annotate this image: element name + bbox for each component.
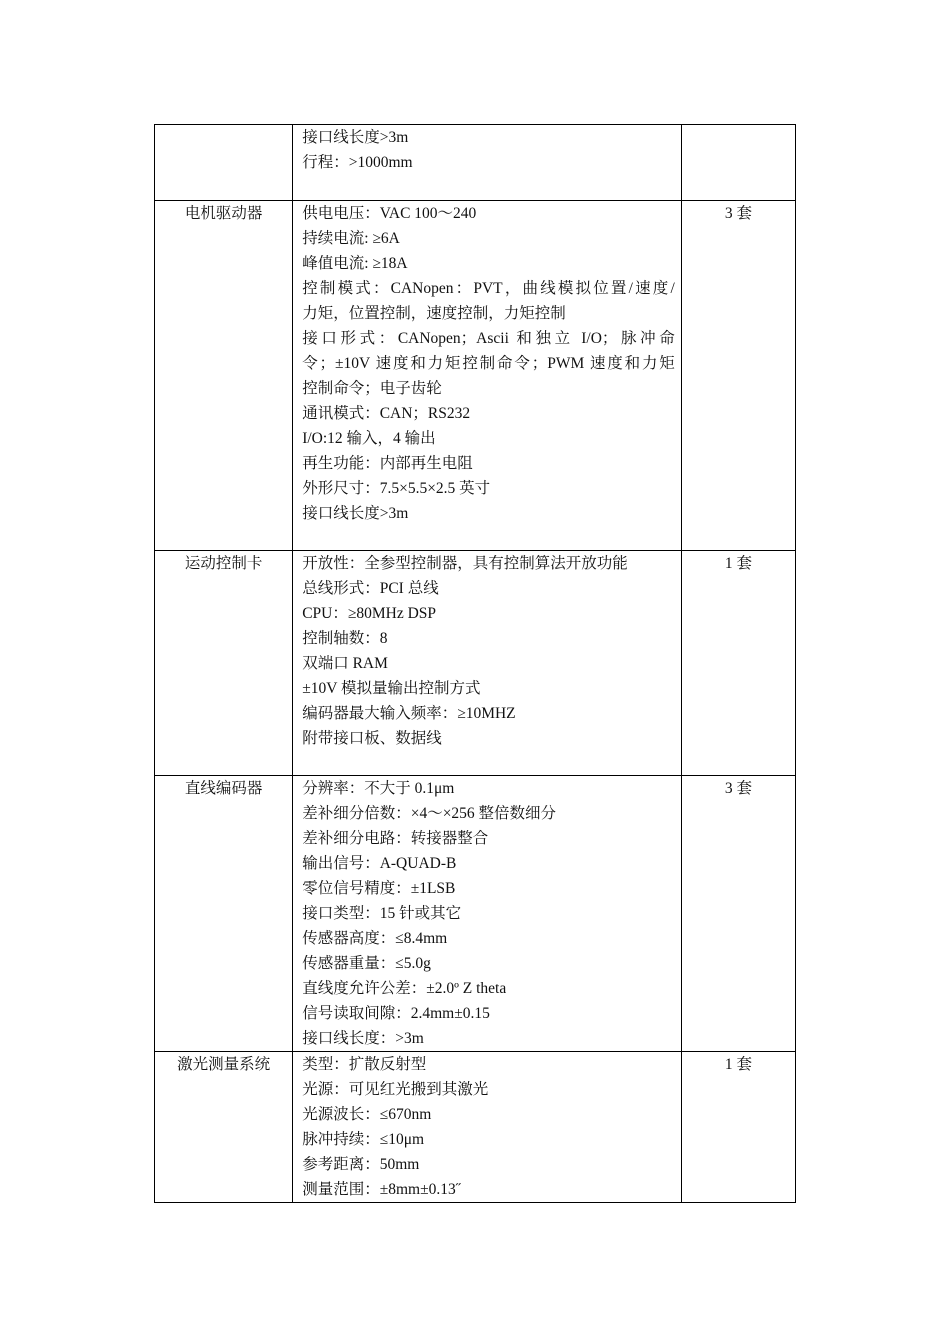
- spec-line: 直线度允许公差：±2.0º Z theta: [302, 980, 507, 997]
- spec-line: 控制命令；电子齿轮: [302, 380, 442, 397]
- spec-line: 双端口 RAM: [302, 655, 388, 672]
- spec-cell: [293, 1052, 682, 1203]
- quantity-cell: [681, 125, 795, 201]
- spec-line: CPU：≥80MHz DSP: [302, 605, 437, 622]
- spec-line: 差补细分电路：转接器整合: [302, 830, 489, 847]
- spec-table: [154, 124, 796, 1203]
- spec-line: 再生功能：内部再生电阻: [302, 455, 473, 472]
- spec-line: 接口形式：CANopen；Ascii 和独立 I/O；脉冲命: [302, 330, 675, 347]
- spec-line: 持续电流: ≥6A: [302, 230, 400, 247]
- item-name-cell: [155, 551, 293, 776]
- spec-cell: [293, 125, 682, 201]
- item-name-cell: [155, 1052, 293, 1203]
- spec-line: 力矩，位置控制，速度控制，力矩控制: [302, 305, 566, 322]
- spec-line: I/O:12 输入，4 输出: [302, 430, 436, 447]
- spec-line: 光源：可见红光搬到其激光: [302, 1081, 489, 1098]
- quantity-cell: [681, 201, 795, 551]
- spec-line: 测量范围：±8mm±0.13˝: [302, 1181, 461, 1198]
- item-name-cell: [155, 125, 293, 201]
- item-name: 电机驱动器: [184, 205, 263, 222]
- item-name-cell: [155, 776, 293, 1052]
- item-name-cell: [155, 201, 293, 551]
- table-row: [155, 551, 796, 776]
- spec-line: 类型：扩散反射型: [302, 1056, 427, 1073]
- spec-line: 控制轴数：8: [302, 630, 388, 647]
- spec-line: 接口线长度：>3m: [302, 1030, 424, 1047]
- spec-line: 传感器重量：≤5.0g: [302, 955, 431, 972]
- spec-line: 零位信号精度：±1LSB: [302, 880, 456, 897]
- spec-line: 接口线长度>3m: [302, 505, 409, 522]
- spec-line: ±10V 模拟量输出控制方式: [302, 680, 481, 697]
- quantity-cell: [681, 551, 795, 776]
- spec-cell: [293, 551, 682, 776]
- spec-line: 开放性：全参型控制器，具有控制算法开放功能: [302, 555, 628, 572]
- quantity-cell: [681, 776, 795, 1052]
- spec-line: 输出信号：A-QUAD-B: [302, 855, 457, 872]
- spec-line: 控制模式：CANopen：PVT，曲线模拟位置/速度/: [302, 280, 675, 297]
- spec-line: 传感器高度：≤8.4mm: [302, 930, 448, 947]
- spec-line: 峰值电流: ≥18A: [302, 255, 408, 272]
- quantity: 3 套: [724, 780, 752, 797]
- quantity: 3 套: [724, 205, 752, 222]
- spec-line: 供电电压：VAC 100～240: [302, 205, 477, 222]
- spec-line: 脉冲持续：≤10μm: [302, 1131, 425, 1148]
- table-row: [155, 125, 796, 201]
- quantity: 1 套: [724, 1056, 752, 1073]
- spec-line: 令；±10V 速度和力矩控制命令；PWM 速度和力矩: [302, 355, 675, 372]
- table-row: [155, 201, 796, 551]
- spec-cell: [293, 776, 682, 1052]
- spec-line: 参考距离：50mm: [302, 1156, 420, 1173]
- table-row: [155, 1052, 796, 1203]
- spec-line: 分辨率：不大于 0.1μm: [302, 780, 455, 797]
- spec-cell: [293, 201, 682, 551]
- spec-line: 编码器最大输入频率：≥10MHZ: [302, 705, 516, 722]
- spec-line: 接口类型：15 针或其它: [302, 905, 462, 922]
- spec-line: 总线形式：PCI 总线: [302, 580, 439, 597]
- spec-line: 接口线长度>3m: [302, 129, 409, 146]
- item-name: 激光测量系统: [177, 1056, 271, 1073]
- spec-line: 附带接口板、数据线: [302, 730, 442, 747]
- spec-line: 差补细分倍数：×4～×256 整倍数细分: [302, 805, 557, 822]
- quantity-cell: [681, 1052, 795, 1203]
- item-name: 运动控制卡: [184, 555, 263, 572]
- spec-line: 信号读取间隙：2.4mm±0.15: [302, 1005, 490, 1022]
- spec-line: 光源波长：≤670nm: [302, 1106, 432, 1123]
- spec-line: 外形尺寸：7.5×5.5×2.5 英寸: [302, 480, 491, 497]
- spec-line: 通讯模式：CAN；RS232: [302, 405, 471, 422]
- item-name: 直线编码器: [184, 780, 263, 797]
- table-row: [155, 776, 796, 1052]
- quantity: 1 套: [724, 555, 752, 572]
- spec-line: 行程：>1000mm: [302, 154, 413, 171]
